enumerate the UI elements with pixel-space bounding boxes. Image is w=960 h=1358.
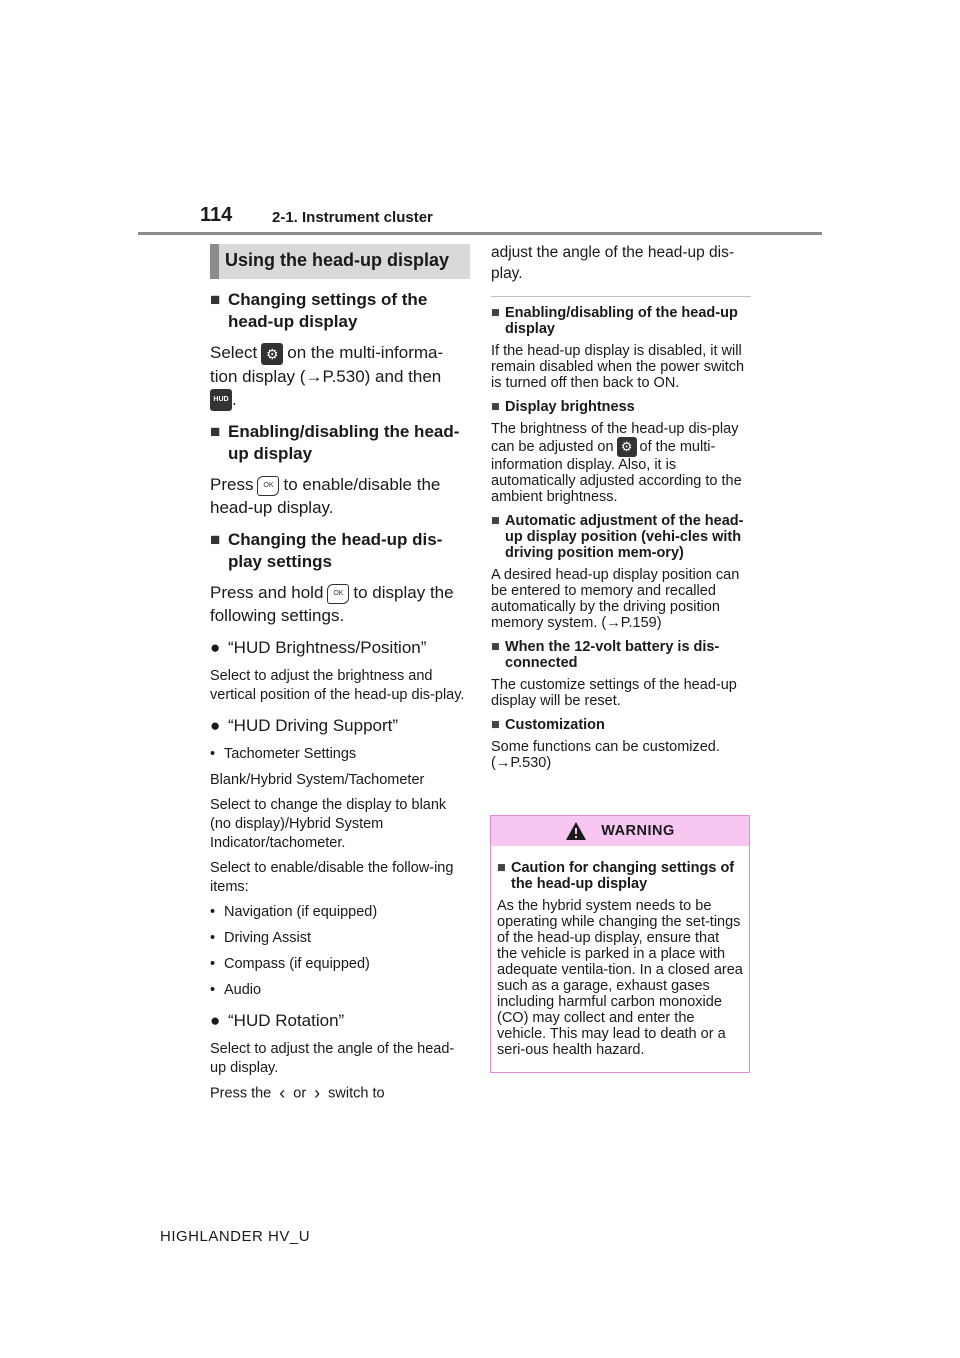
- bullet-dot-icon: ●: [210, 638, 221, 658]
- warning-header: [491, 816, 749, 846]
- paragraph-press: [210, 473, 470, 519]
- gear-icon: ⚙: [261, 343, 283, 365]
- ok-switch-icon: OK: [257, 476, 279, 496]
- warning-content: [491, 846, 749, 1058]
- note-heading: [491, 639, 751, 671]
- rotation-desc: Select to adjust the angle of the head-up display.: [210, 1041, 455, 1077]
- bullet-text: “HUD Brightness/Position”: [228, 638, 427, 658]
- note-heading: [491, 513, 751, 561]
- heading-text: Automatic adjustment of the head-up display position (vehi-cles with driving position mem-ory): [505, 513, 744, 561]
- bullet-hud-brightness: [210, 637, 470, 659]
- square-bullet-icon: ■: [210, 422, 221, 442]
- item-text: Tachometer Settings: [224, 746, 357, 763]
- header-rule: [138, 232, 822, 235]
- item-text: Navigation (if equipped): [224, 904, 378, 921]
- gear-icon: ⚙: [617, 437, 637, 457]
- chevron-right-icon: ›: [314, 1083, 321, 1104]
- tachometer-desc: Select to change the display to blank (no display)/Hybrid System Indicator/tachometer.: [210, 797, 447, 852]
- paragraph-press-hold: [210, 581, 470, 627]
- chapter-title: 2-1. Instrument cluster: [272, 209, 433, 226]
- text: Press: [210, 475, 254, 495]
- text: The brightness of the head-up dis-play can be adjusted on: [491, 421, 739, 455]
- square-bullet-icon: ■: [491, 717, 500, 733]
- list-item: • Driving Assist: [210, 930, 312, 947]
- text: Press and hold: [210, 583, 324, 603]
- text: ): [656, 615, 662, 631]
- enable-items-desc: Select to enable/disable the follow-ing items:: [210, 860, 454, 896]
- chevron-left-icon: ‹: [279, 1083, 286, 1104]
- note-body: [491, 739, 751, 771]
- text: ) and then: [364, 366, 442, 386]
- brightness-desc: Select to adjust the brightness and vertical position of the head-up dis-play.: [210, 668, 465, 704]
- warning-box: [490, 815, 750, 1073]
- left-column: [210, 244, 470, 1109]
- item-text: Audio: [224, 982, 262, 999]
- list-item: • Audio: [210, 982, 262, 999]
- arrow-icon: →: [305, 366, 323, 386]
- page-reference: P.530: [322, 366, 365, 386]
- text: Press the: [210, 1085, 272, 1102]
- text: to display the following settings.: [210, 583, 454, 626]
- text: to enable/disable the head-up display.: [210, 475, 441, 518]
- right-column: [491, 242, 751, 779]
- heading-text: When the 12-volt battery is dis-connected: [505, 639, 720, 671]
- heading-enabling: [210, 421, 470, 465]
- tachometer-options: Blank/Hybrid System/Tachometer: [210, 772, 425, 789]
- square-bullet-icon: ■: [491, 305, 500, 321]
- continuation-text: adjust the angle of the head-up dis-play.: [491, 244, 735, 282]
- page-reference: P.159: [620, 615, 657, 631]
- square-bullet-icon: ■: [491, 639, 500, 655]
- square-bullet-icon: ■: [497, 860, 506, 876]
- warning-heading: [497, 860, 743, 892]
- bullet-text: “HUD Driving Support”: [228, 716, 399, 736]
- note-body: If the head-up display is disabled, it will remain disabled when the power switch is turned off then back to ON.: [491, 343, 745, 391]
- page-number: 114: [200, 204, 233, 226]
- bullet-hud-driving-support: [210, 715, 470, 737]
- list-item: • Compass (if equipped): [210, 956, 370, 973]
- note-body: [491, 421, 751, 505]
- warning-title: WARNING: [601, 823, 675, 839]
- hud-icon: HUD: [210, 389, 232, 411]
- warning-body: As the hybrid system needs to be operating while changing the set-tings of the head-up display, ensure that the vehicle is parked in a place with adequate ventila-tion. In a closed area such as a garage, exhaust gases including harmful carbon monoxide (CO) may collect and enter the vehicle. This may lead to death or a seri-ous health hazard.: [497, 898, 743, 1058]
- arrow-icon: →: [495, 755, 511, 771]
- note-heading: [491, 305, 751, 337]
- square-bullet-icon: ■: [210, 530, 221, 550]
- heading-text: Changing the head-up dis-play settings: [228, 530, 443, 572]
- text: of the multi-information display. Also, it is automatically adjusted according to the ambient brightness.: [491, 438, 742, 505]
- heading-text: Customization: [505, 717, 605, 733]
- note-heading: [491, 717, 751, 733]
- square-bullet-icon: ■: [491, 513, 500, 529]
- text: ): [546, 755, 552, 771]
- text: A desired head-up display position can be entered to memory and recalled automatically by the driving position memory system. (: [491, 567, 740, 631]
- text: or: [293, 1085, 307, 1102]
- section-title: Using the head-up display: [210, 244, 470, 279]
- bullet-dot-icon: ●: [210, 716, 221, 736]
- text: on the multi-informa-tion display (: [210, 343, 444, 386]
- rotation-press: [210, 1084, 470, 1103]
- warning-triangle-icon: [565, 821, 587, 841]
- text: .: [232, 389, 237, 409]
- arrow-icon: →: [606, 615, 621, 631]
- square-bullet-icon: ■: [210, 290, 221, 309]
- note-body: [491, 567, 751, 631]
- square-bullet-icon: ■: [491, 399, 500, 415]
- divider: [491, 296, 751, 297]
- text: Select: [210, 343, 258, 362]
- heading-text: Display brightness: [505, 399, 635, 415]
- list-item: • Navigation (if equipped): [210, 904, 378, 921]
- list-item: • Tachometer Settings: [210, 746, 357, 763]
- heading-changing-hud: [210, 529, 470, 573]
- heading-text: Enabling/disabling the head-up display: [228, 422, 460, 464]
- item-text: Compass (if equipped): [224, 956, 370, 973]
- heading-text: Caution for changing settings of the head-up display: [511, 860, 735, 892]
- footer-model: HIGHLANDER HV_U: [160, 1228, 311, 1245]
- heading-text: Enabling/disabling of the head-up display: [505, 305, 738, 337]
- bullet-text: “HUD Rotation”: [228, 1011, 345, 1031]
- note-heading: [491, 399, 751, 415]
- paragraph-select: [210, 341, 470, 411]
- bullet-hud-rotation: [210, 1010, 470, 1032]
- bullet-dot-icon: ●: [210, 1011, 221, 1031]
- text: switch to: [328, 1085, 385, 1102]
- ok-switch-icon: OK: [327, 584, 349, 604]
- note-body: The customize settings of the head-up display will be reset.: [491, 677, 737, 709]
- text: Some functions can be customized. (: [491, 739, 720, 771]
- item-text: Driving Assist: [224, 930, 312, 947]
- page-reference: P.530: [510, 755, 547, 771]
- heading-text: Changing settings of the head-up display: [228, 290, 428, 331]
- heading-changing-settings: [210, 289, 470, 333]
